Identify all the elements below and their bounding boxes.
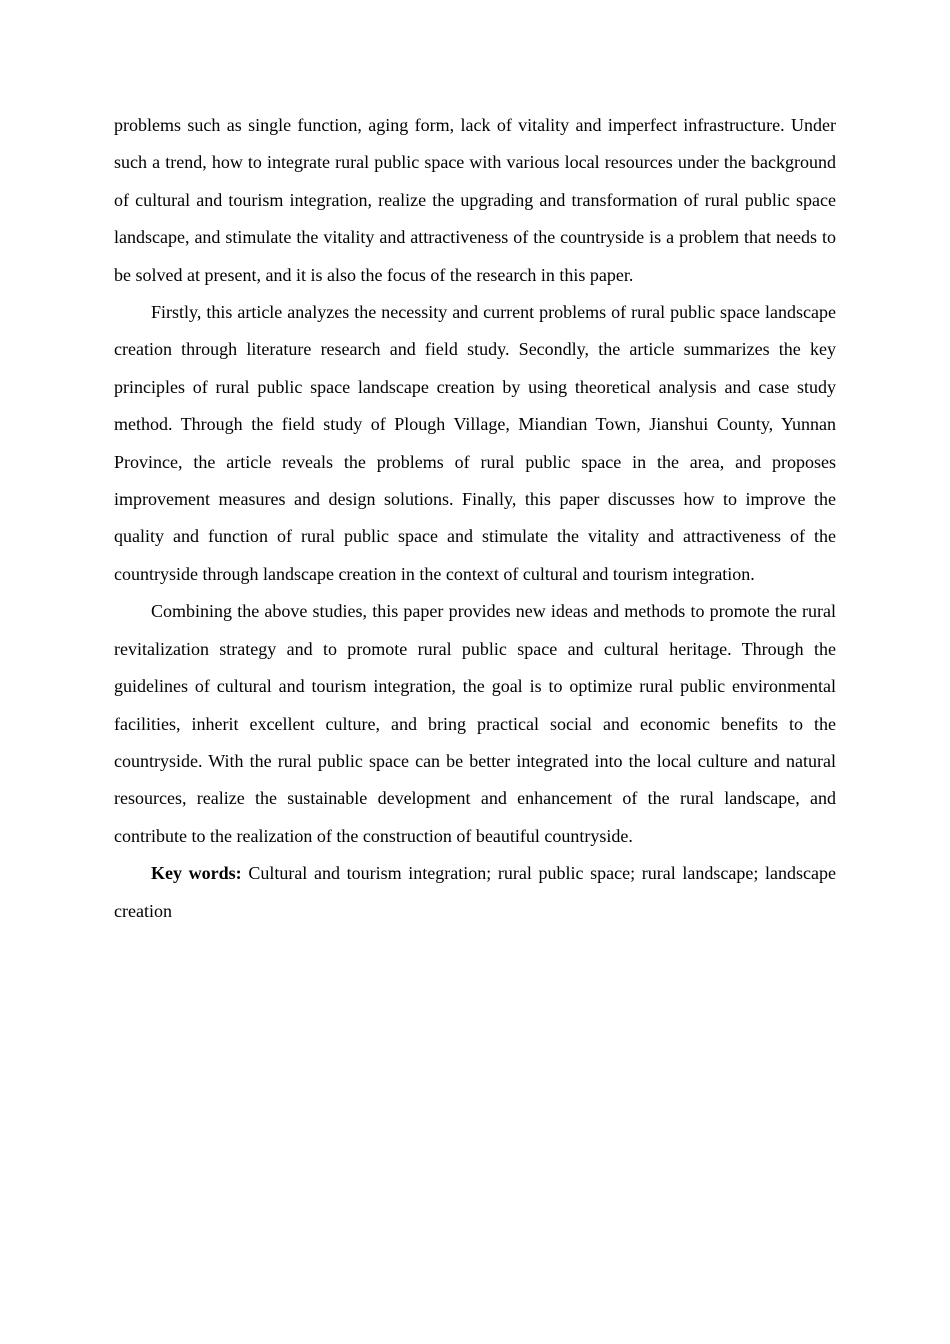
abstract-paragraph-continued: problems such as single function, aging form, lack of vitality and imperfect infrastructure. Under such a trend, how to integrate rural public space with various local resources under the background of cultural and tourism integration, realize the upgrading and transformation of rural public space landscape, and stimulate the vitality and attractiveness of the countryside is a problem that needs to be solved at present, and it is also the focus of the research in this paper. bbox=[114, 115, 836, 285]
abstract-paragraph-conclusion: Combining the above studies, this paper provides new ideas and methods to promote the rural revitalization strategy and to promote rural public space and cultural heritage. Through the guidelines of cultural and tourism integration, the goal is to optimize rural public environmental facilities, inherit excellent culture, and bring practical social and economic benefits to the countryside. With the rural public space can be better integrated into the local culture and natural resources, realize the sustainable development and enhancement of the rural landscape, and contribute to the realization of the construction of beautiful countryside. bbox=[114, 601, 836, 846]
abstract-body bbox=[114, 107, 836, 930]
keywords-label: Key words: bbox=[151, 863, 242, 884]
keywords-line bbox=[114, 855, 836, 930]
keywords-text: Cultural and tourism integration; rural public space; rural landscape; landscape creation bbox=[114, 863, 837, 921]
abstract-paragraph-method: Firstly, this article analyzes the necessity and current problems of rural public space landscape creation through literature research and field study. Secondly, the article summarizes the key principles of rural public space landscape creation by using theoretical analysis and case study method. Through the field study of Plough Village, Miandian Town, Jianshui County, Yunnan Province, the article reveals the problems of rural public space in the area, and proposes improvement measures and design solutions. Finally, this paper discusses how to improve the quality and function of rural public space and stimulate the vitality and attractiveness of the countryside through landscape creation in the context of cultural and tourism integration. bbox=[114, 302, 836, 584]
